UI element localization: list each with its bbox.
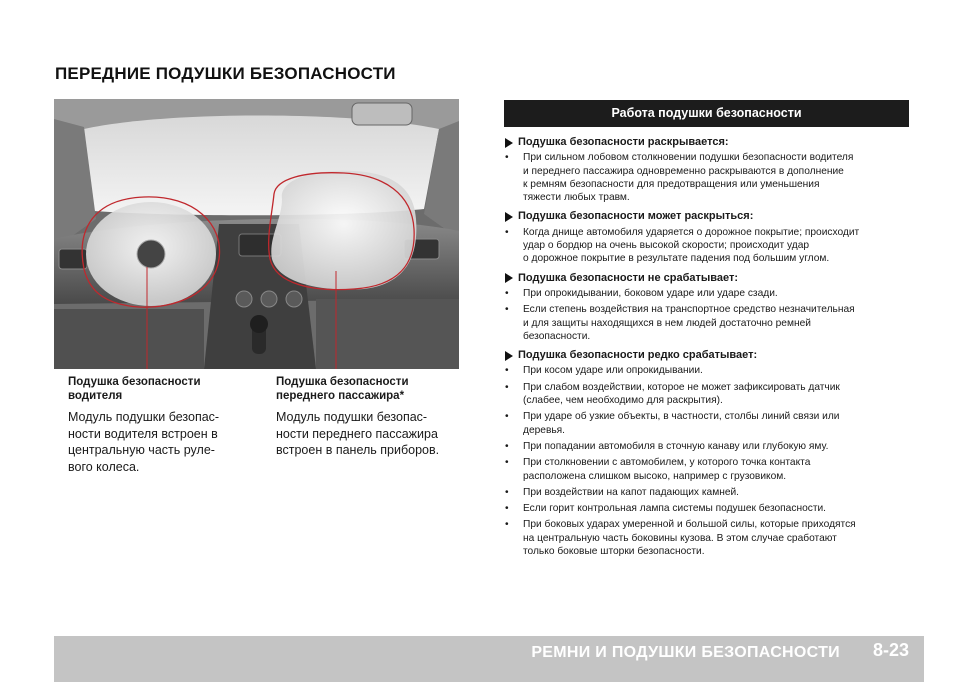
list-item xyxy=(504,287,912,300)
heading-text: Подушка безопасности может раскрыться: xyxy=(518,210,754,223)
page-number: 8-23 xyxy=(872,640,909,660)
page-title: ПЕРЕДНИЕ ПОДУШКИ БЕЗОПАСНОСТИ xyxy=(55,64,396,83)
condition-heading xyxy=(504,136,912,149)
condition-group xyxy=(504,349,912,558)
list-item-text: При опрокидывании, боковом ударе или ударе сзади. xyxy=(523,287,778,299)
callout-title: Подушка безопасности переднего пассажира* xyxy=(276,376,409,402)
bullet-icon: • xyxy=(505,226,509,238)
list-item xyxy=(504,364,912,377)
list-item-text: При сильном лобовом столкновении подушки безопасности водителя и переднего пассажира одновременно раскрываются в дополнение к ремням безопасности для предотвращения или уменьшения тяжести любых травм. xyxy=(523,152,854,204)
list-item-text: При воздействии на капот падающих камней. xyxy=(523,486,740,498)
section-header: Работа подушки безопасности xyxy=(504,100,909,127)
callout-body: Модуль подушки безопас- ности переднего пассажира встроен в панель приборов. xyxy=(276,410,440,457)
condition-heading xyxy=(504,272,912,285)
list-item xyxy=(504,456,912,483)
condition-heading xyxy=(504,210,912,223)
triangle-marker-icon xyxy=(505,138,513,148)
condition-group xyxy=(504,272,912,343)
bullet-icon: • xyxy=(505,152,509,164)
bullet-icon: • xyxy=(505,411,509,423)
bullet-icon: • xyxy=(505,381,509,393)
list-item-text: При боковых ударах умеренной и большой силы, которые приходятся на центральную часть боковины кузова. В этом случае сработают только боковые шторки безопасности. xyxy=(523,519,856,558)
list-item xyxy=(504,486,912,499)
airbag-illustration xyxy=(54,99,459,369)
list-item-text: При попадании автомобиля в сточную канаву или глубокую яму. xyxy=(523,440,829,452)
bullet-icon: • xyxy=(505,365,509,377)
list-item-text: При столкновении с автомобилем, у которого точка контакта расположена слишком высоко, например с грузовиком. xyxy=(523,457,811,482)
heading-text: Подушка безопасности редко срабатывает: xyxy=(518,349,758,362)
list-item xyxy=(504,440,912,453)
list-item xyxy=(504,518,912,558)
list-item xyxy=(504,303,912,343)
bullet-icon: • xyxy=(505,503,509,515)
footer-bar xyxy=(54,636,924,682)
chapter-title: РЕМНИ И ПОДУШКИ БЕЗОПАСНОСТИ xyxy=(531,644,840,661)
heading-text: Подушка безопасности не срабатывает: xyxy=(518,271,739,284)
bullet-icon: • xyxy=(505,287,509,299)
condition-group xyxy=(504,210,912,265)
callout-body: Модуль подушки безопас- ности водителя встроен в центральную часть руле- вого колеса. xyxy=(68,410,220,474)
bullet-icon: • xyxy=(505,486,509,498)
driver-airbag-callout xyxy=(68,375,234,475)
passenger-airbag-callout xyxy=(276,375,454,459)
triangle-marker-icon xyxy=(505,351,513,361)
airbag-operation-list xyxy=(504,136,912,564)
list-item xyxy=(504,151,912,204)
list-item xyxy=(504,410,912,437)
list-item-text: При косом ударе или опрокидывании. xyxy=(523,365,703,377)
triangle-marker-icon xyxy=(505,212,513,222)
triangle-marker-icon xyxy=(505,273,513,283)
list-item xyxy=(504,226,912,266)
bullet-icon: • xyxy=(505,440,509,452)
condition-heading xyxy=(504,349,912,362)
bullet-icon: • xyxy=(505,519,509,531)
list-item xyxy=(504,502,912,515)
list-item-text: Когда днище автомобиля ударяется о дорожное покрытие; происходит удар о бордюр на очень высокой скорости; происходит удар о дорожное покрытие в результате падения под большим углом. xyxy=(523,226,860,265)
condition-group xyxy=(504,136,912,204)
bullet-icon: • xyxy=(505,304,509,316)
list-item-text: При ударе об узкие объекты, в частности, столбы линий связи или деревья. xyxy=(523,411,840,436)
list-item-text: Если степень воздействия на транспортное средство незначительная и для защиты находящихся в нем людей достаточно ремней безопасности. xyxy=(523,304,855,342)
list-item-text: Если горит контрольная лампа системы подушек безопасности. xyxy=(523,503,827,515)
list-item-text: При слабом воздействии, которое не может зафиксировать датчик (слабее, чем необходимо для раскрытия). xyxy=(523,381,840,407)
list-item xyxy=(504,381,912,408)
callout-title: Подушка безопасности водителя xyxy=(68,376,201,402)
bullet-icon: • xyxy=(505,457,509,469)
heading-text: Подушка безопасности раскрывается: xyxy=(518,136,729,148)
